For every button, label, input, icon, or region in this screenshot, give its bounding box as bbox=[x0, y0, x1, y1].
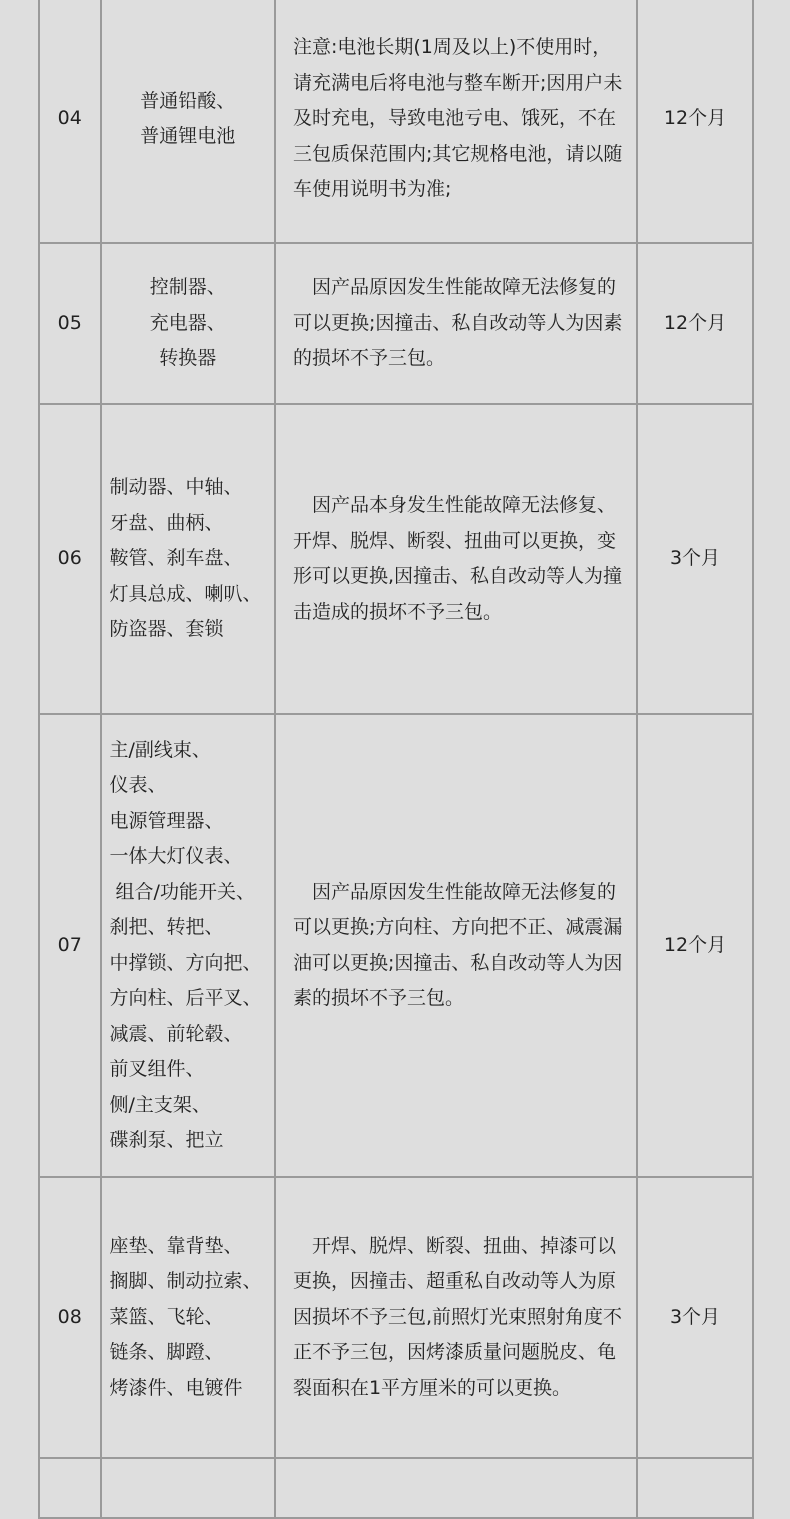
part-name: 牙盘、曲柄、 bbox=[109, 511, 224, 534]
description-text: 因产品原因发生性能故障无法修复的可以更换;方向柱、方向把不正、减震漏油可以更换;因撞击、私自改动等人为因素的损坏不予三包。 bbox=[292, 880, 623, 1009]
part-names bbox=[101, 0, 275, 243]
part-name: 普通锂电池 bbox=[140, 125, 236, 147]
part-name: 前叉组件、 bbox=[109, 1058, 205, 1080]
part-names bbox=[101, 243, 275, 404]
part-name: 灯具总成、喇叭、 bbox=[109, 582, 262, 605]
table-row bbox=[39, 1177, 753, 1458]
part-name: 普通铅酸、 bbox=[140, 89, 236, 112]
item-number: 04 bbox=[39, 0, 101, 243]
part-name: 中撑锁、方向把、 bbox=[109, 951, 262, 974]
warranty-description bbox=[275, 404, 637, 714]
part-name: 刹把、转把、 bbox=[109, 916, 224, 938]
warranty-period: 12个月 bbox=[637, 0, 753, 243]
table-row bbox=[39, 0, 753, 243]
item-number: 05 bbox=[39, 243, 101, 404]
part-name: 搁脚、制动拉索、 bbox=[109, 1270, 262, 1293]
description-text: 因产品原因发生性能故障无法修复的可以更换;因撞击、私自改动等人为因素的损坏不予三包。 bbox=[292, 276, 623, 370]
part-name: 制动器、中轴、 bbox=[109, 476, 243, 499]
part-name: 烤漆件、电镀件 bbox=[109, 1376, 243, 1399]
warranty-period: 12个月 bbox=[637, 243, 753, 404]
table-row bbox=[39, 243, 753, 404]
description-text: 注意:电池长期(1周及以上)不使用时，请充满电后将电池与整车断开;因用户未及时充电，导致电池亏电、饿死，不在三包质保范围内;其它规格电池，请以随车使用说明书为准; bbox=[292, 36, 623, 201]
part-name: 主/副线束、 bbox=[109, 738, 211, 761]
part-names bbox=[101, 714, 275, 1177]
part-name: 侧/主支架、 bbox=[109, 1093, 211, 1116]
warranty-period: 3个月 bbox=[637, 1177, 753, 1458]
description-text: 开焊、脱焊、断裂、扭曲、掉漆可以更换，因撞击、超重私自改动等人为原因损坏不予三包,前照灯光束照射角度不正不予三包，因烤漆质量问题脱皮、龟裂面积在1平方厘米的可以更换。 bbox=[292, 1234, 623, 1399]
warranty-period bbox=[637, 1458, 753, 1518]
warranty-description bbox=[275, 1177, 637, 1458]
part-name: 转换器 bbox=[159, 347, 217, 370]
part-name: 鞍管、刹车盘、 bbox=[109, 547, 243, 570]
part-name: 充电器、 bbox=[149, 311, 226, 334]
warranty-description bbox=[275, 1458, 637, 1518]
part-name: 座垫、靠背垫、 bbox=[109, 1234, 243, 1257]
item-number: 07 bbox=[39, 714, 101, 1177]
item-number bbox=[39, 1458, 101, 1518]
part-names bbox=[101, 1177, 275, 1458]
item-number: 08 bbox=[39, 1177, 101, 1458]
part-name: 电源管理器、 bbox=[109, 809, 224, 832]
part-names bbox=[101, 1458, 275, 1518]
warranty-description bbox=[275, 0, 637, 243]
table-row bbox=[39, 404, 753, 714]
item-number: 06 bbox=[39, 404, 101, 714]
part-name: 菜篮、飞轮、 bbox=[109, 1305, 224, 1328]
warranty-period: 3个月 bbox=[637, 404, 753, 714]
warranty-period: 12个月 bbox=[637, 714, 753, 1177]
table-row bbox=[39, 714, 753, 1177]
part-name: 控制器、 bbox=[149, 276, 226, 299]
part-name: 防盗器、套锁 bbox=[109, 618, 224, 641]
part-name: 一体大灯仪表、 bbox=[109, 845, 243, 867]
part-name: 减震、前轮毂、 bbox=[109, 1022, 243, 1045]
warranty-description bbox=[275, 243, 637, 404]
warranty-description bbox=[275, 714, 637, 1177]
part-name: 链条、脚蹬、 bbox=[109, 1341, 224, 1364]
part-name: 仪表、 bbox=[109, 774, 167, 796]
part-name: 组合/功能开关、 bbox=[109, 880, 255, 903]
warranty-table bbox=[38, 0, 754, 1519]
table-row bbox=[39, 1458, 753, 1518]
part-names bbox=[101, 404, 275, 714]
part-name: 碟刹泵、把立 bbox=[109, 1129, 224, 1151]
part-name: 方向柱、后平叉、 bbox=[109, 987, 262, 1009]
description-text: 因产品本身发生性能故障无法修复、开焊、脱焊、断裂、扭曲可以更换，变形可以更换,因撞击、私自改动等人为撞击造成的损坏不予三包。 bbox=[292, 494, 623, 623]
